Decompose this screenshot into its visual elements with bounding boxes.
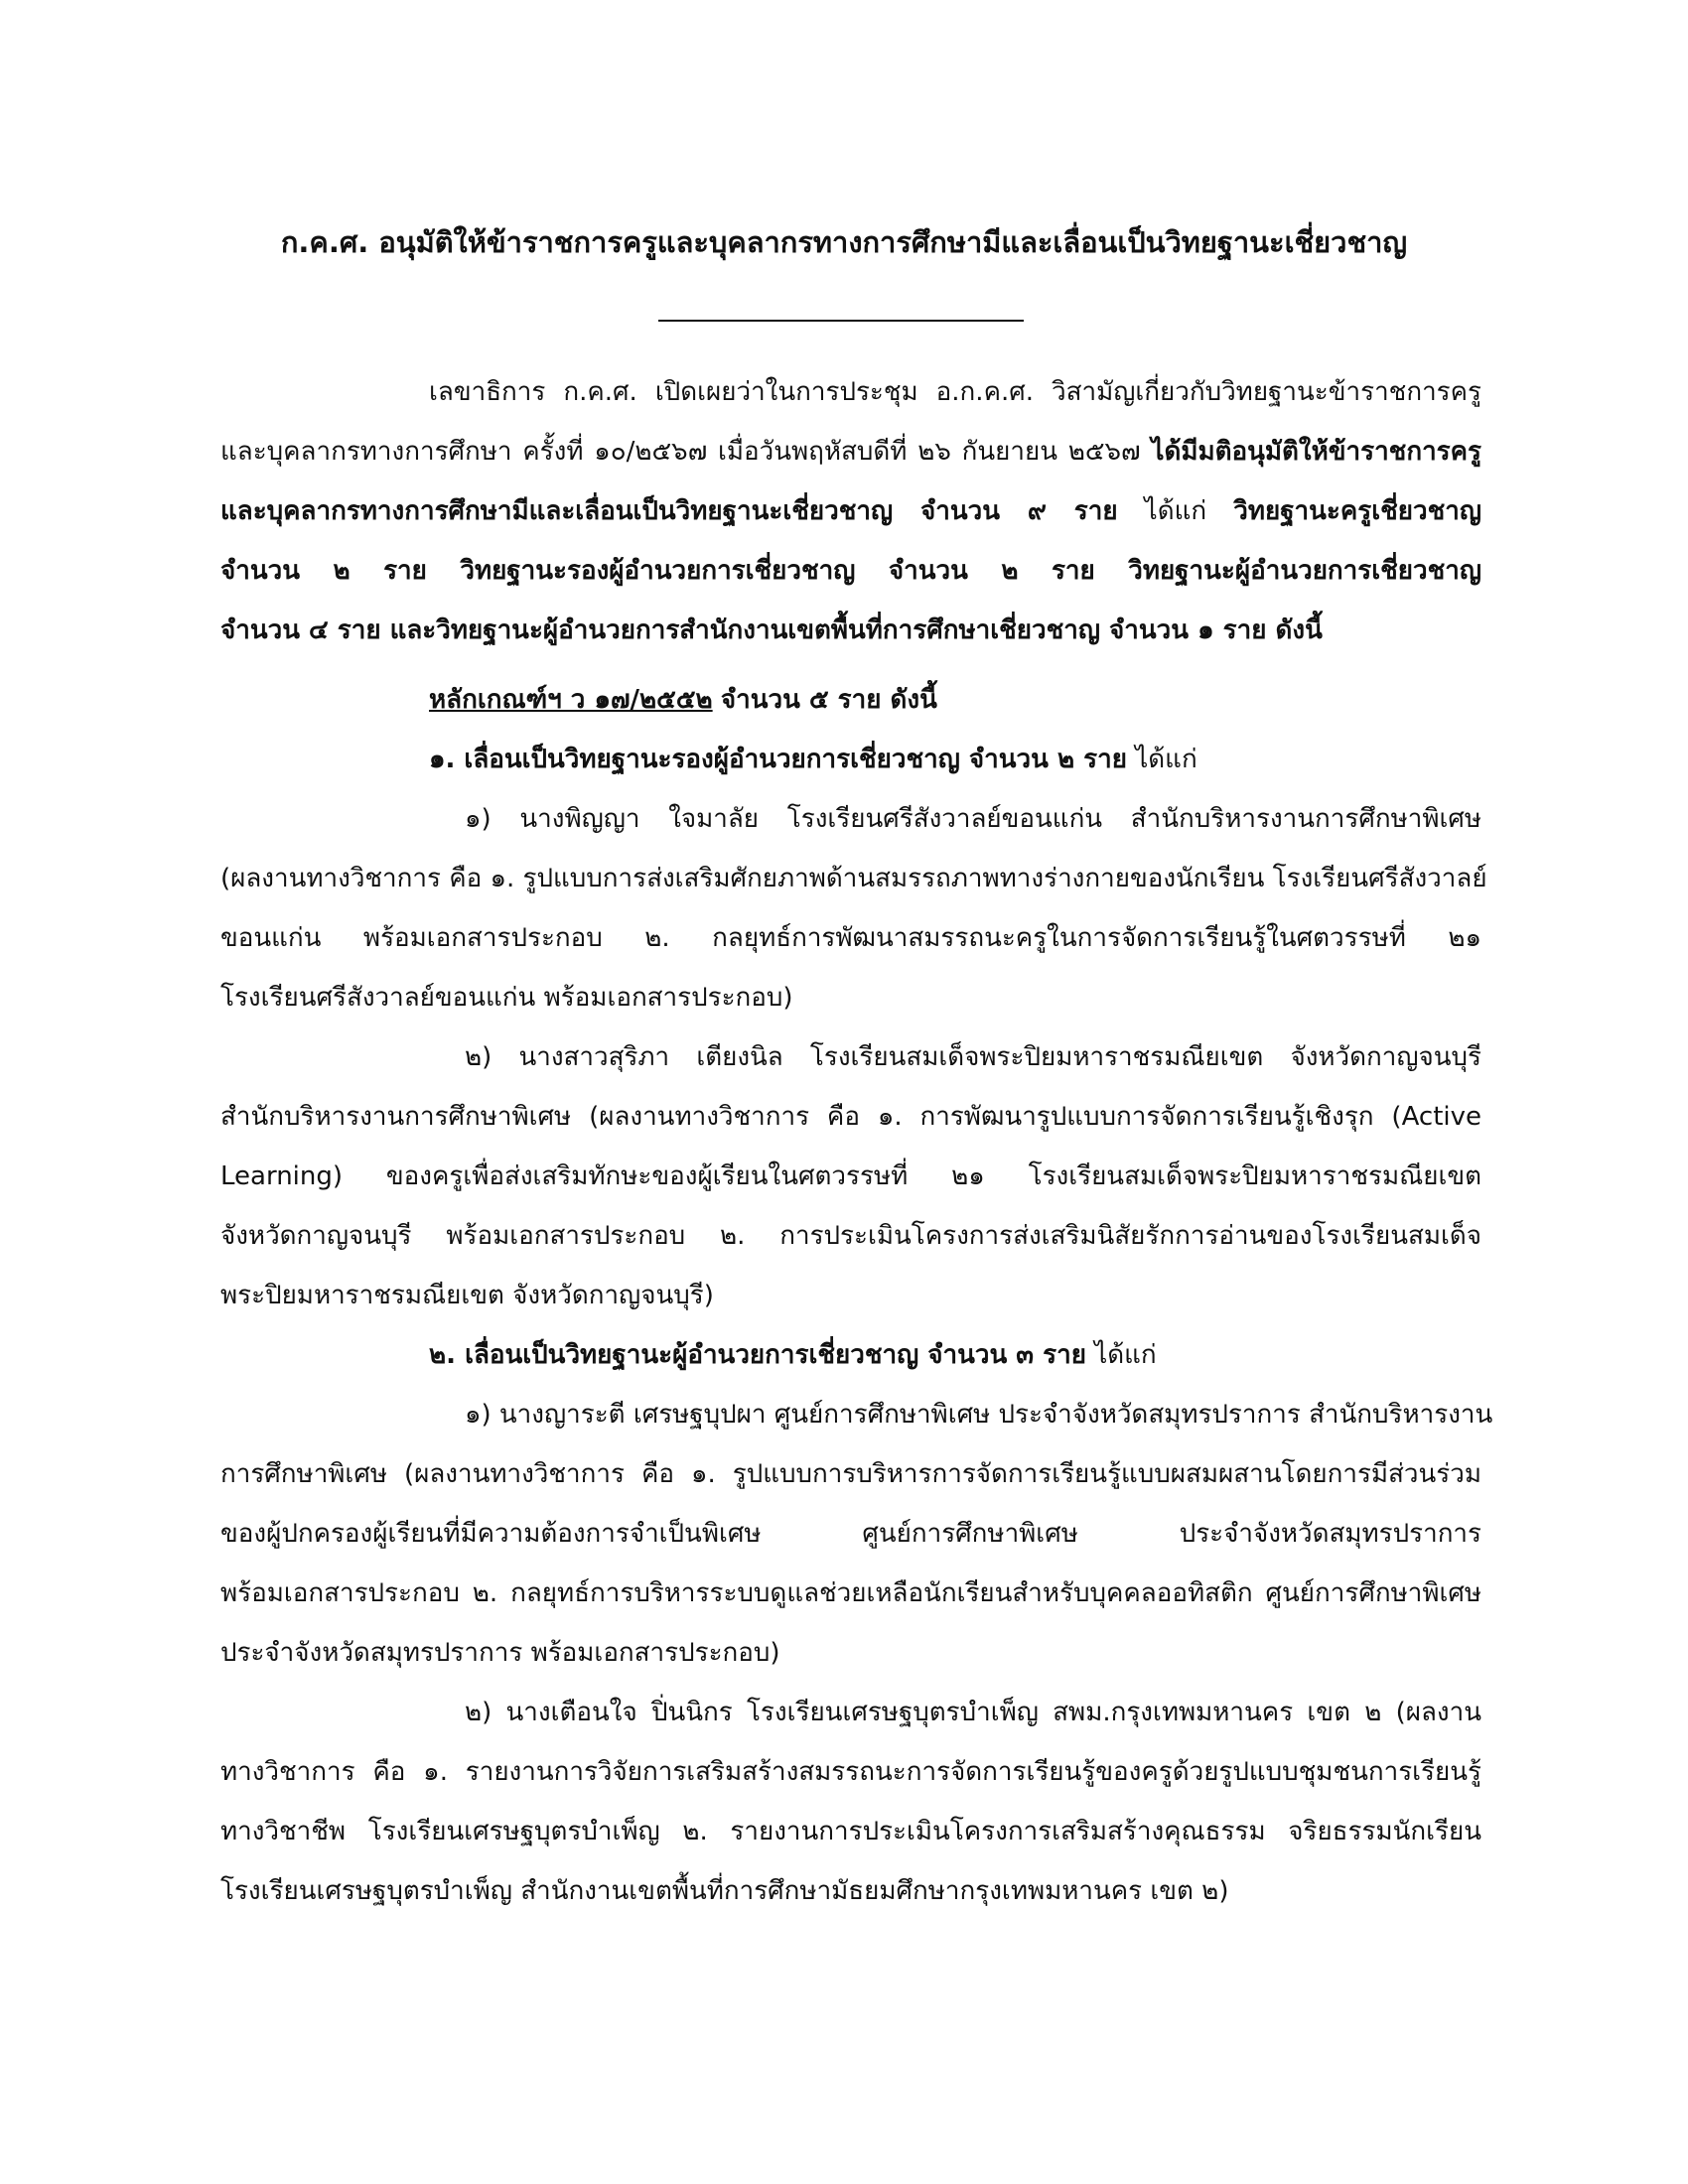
intro-line-4: จำนวน ๒ ราย วิทยฐานะรองผู้อำนวยการเชี่ยวชาญ จำนวน ๒ ราย วิทยฐานะผู้อำนวยการเชี่ยวชาญ [220, 556, 1481, 586]
section-1-item-1-line: โรงเรียนศรีสังวาลย์ขอนแก่น พร้อมเอกสารประกอบ) [220, 983, 793, 1013]
section-1-item-1-line: ขอนแก่น พร้อมเอกสารประกอบ ๒. กลยุทธ์การพัฒนาสมรรถนะครูในการจัดการเรียนรู้ในศตวรรษที่ ๒๑ [220, 923, 1481, 953]
intro-line-1: เลขาธิการ ก.ค.ศ. เปิดเผยว่าในการประชุม อ.ก.ค.ศ. วิสามัญเกี่ยวกับวิทยฐานะข้าราชการครู [429, 377, 1481, 407]
section-1-item-2-line: ๒) นางสาวสุริภา เตียงนิล โรงเรียนสมเด็จพระปิยมหาราชรมณียเขต จังหวัดกาญจนบุรี [465, 1042, 1481, 1072]
document-title: ก.ค.ศ. อนุมัติให้ข้าราชการครูและบุคลากรทางการศึกษามีและเลื่อนเป็นวิทยฐานะเชี่ยวชาญ [280, 225, 1408, 259]
section-1-item-2-line: จังหวัดกาญจนบุรี พร้อมเอกสารประกอบ ๒. การประเมินโครงการส่งเสริมนิสัยรักการอ่านของโรงเรียนสมเด็จ [220, 1221, 1481, 1251]
section-1-item-2-line: พระปิยมหาราชรมณียเขต จังหวัดกาญจนบุรี) [220, 1281, 714, 1310]
section-2-item-1-line: พร้อมเอกสารประกอบ ๒. กลยุทธ์การบริหารระบบดูแลช่วยเหลือนักเรียนสำหรับบุคคลออทิสติก ศูนย์การศึกษาพิเศษ [220, 1578, 1481, 1608]
section-2-item-1-line: ๑) นางญาระตี เศรษฐบุปผา ศูนย์การศึกษาพิเศษ ประจำจังหวัดสมุทรปราการ สำนักบริหารงาน [465, 1400, 1493, 1430]
section-2-item-1-line: การศึกษาพิเศษ (ผลงานทางวิชาการ คือ ๑. รูปแบบการบริหารการจัดการเรียนรู้แบบผสมผสานโดยการมีส่วนร่วม [220, 1459, 1481, 1489]
section-1-item-1-line: (ผลงานทางวิชาการ คือ ๑. รูปแบบการส่งเสริมศักยภาพด้านสมรรถภาพทางร่างกายของนักเรียน โรงเรียนศรีสังวาลย์ [220, 864, 1487, 893]
section-1-item-2-line: สำนักบริหารงานการศึกษาพิเศษ (ผลงานทางวิชาการ คือ ๑. การพัฒนารูปแบบการจัดการเรียนรู้เชิงรุก (Active [220, 1102, 1481, 1132]
section-2-item-2-line: ทางวิชาการ คือ ๑. รายงานการวิจัยการเสริมสร้างสมรรถนะการจัดการเรียนรู้ของครูด้วยรูปแบบชุมชนการเรียนรู้ [220, 1757, 1481, 1787]
section-2-item-1-line: ประจำจังหวัดสมุทรปราการ พร้อมเอกสารประกอบ) [220, 1638, 780, 1668]
section-1-heading: ๑. เลื่อนเป็นวิทยฐานะรองผู้อำนวยการเชี่ยวชาญ จำนวน ๒ ราย ได้แก่ [429, 745, 1197, 774]
intro-line-3: และบุคลากรทางการศึกษามีและเลื่อนเป็นวิทยฐานะเชี่ยวชาญ จำนวน ๙ ราย ได้แก่ วิทยฐานะครูเชี่ยวชาญ [220, 496, 1481, 526]
criteria-heading: หลักเกณฑ์ฯ ว ๑๗/๒๕๕๒ จำนวน ๕ ราย ดังนี้ [429, 685, 937, 715]
section-2-item-2-line: โรงเรียนเศรษฐบุตรบำเพ็ญ สำนักงานเขตพื้นที่การศึกษามัธยมศึกษากรุงเทพมหานคร เขต ๒) [220, 1876, 1229, 1906]
section-2-item-2-line: ทางวิชาชีพ โรงเรียนเศรษฐบุตรบำเพ็ญ ๒. รายงานการประเมินโครงการเสริมสร้างคุณธรรม จริยธรรมนักเรียน [220, 1817, 1481, 1846]
section-1-item-2-line: Learning) ของครูเพื่อส่งเสริมทักษะของผู้เรียนในศตวรรษที่ ๒๑ โรงเรียนสมเด็จพระปิยมหาราชรมณียเขต [220, 1161, 1481, 1191]
section-1 [220, 670, 1487, 1325]
intro-line-2: และบุคลากรทางการศึกษา ครั้งที่ ๑๐/๒๕๖๗ เมื่อวันพฤหัสบดีที่ ๒๖ กันยายน ๒๕๖๗ ได้มีมติอนุมัติให้ข้าราชการครู [220, 437, 1481, 467]
title-divider [658, 320, 1024, 322]
section-2-heading: ๒. เลื่อนเป็นวิทยฐานะผู้อำนวยการเชี่ยวชาญ จำนวน ๓ ราย ได้แก่ [429, 1340, 1157, 1370]
intro-paragraph [220, 362, 1481, 660]
intro-line-5: จำนวน ๔ ราย และวิทยฐานะผู้อำนวยการสำนักงานเขตพื้นที่การศึกษาเชี่ยวชาญ จำนวน ๑ ราย ดังนี้ [220, 615, 1323, 645]
section-2-item-1-line: ของผู้ปกครองผู้เรียนที่มีความต้องการจำเป็นพิเศษ ศูนย์การศึกษาพิเศษ ประจำจังหวัดสมุทรปราการ [220, 1519, 1481, 1549]
section-1-item-1-line: ๑) นางพิญญา ใจมาลัย โรงเรียนศรีสังวาลย์ขอนแก่น สำนักบริหารงานการศึกษาพิเศษ [465, 804, 1481, 834]
section-2-item-2-line: ๒) นางเตือนใจ ปิ่นนิกร โรงเรียนเศรษฐบุตรบำเพ็ญ สพม.กรุงเทพมหานคร เขต ๒ (ผลงาน [465, 1698, 1481, 1727]
section-2 [220, 1325, 1493, 1921]
